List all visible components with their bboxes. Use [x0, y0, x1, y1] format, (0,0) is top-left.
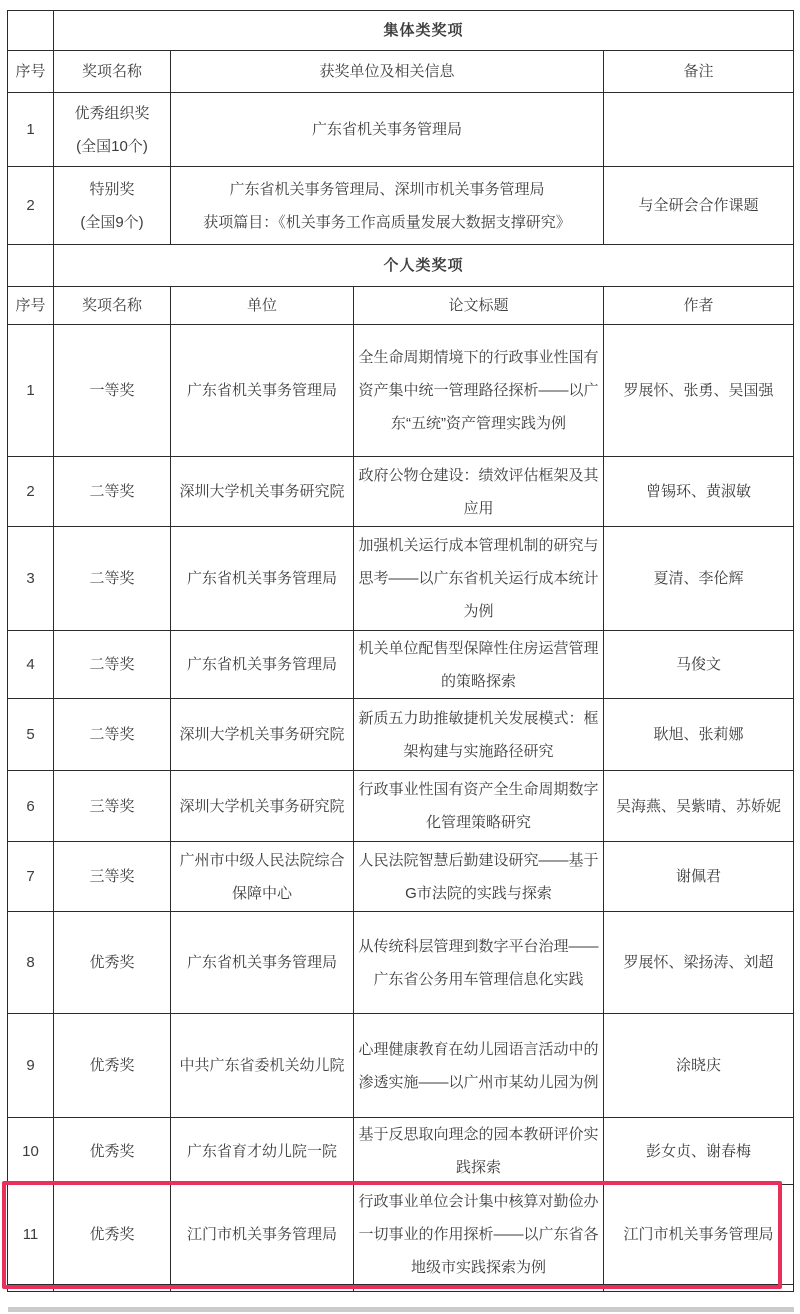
cell-award: 一等奖: [54, 325, 171, 457]
cell-no: 2: [8, 167, 54, 245]
cell-unit: 中共广东省委机关幼儿院: [171, 1014, 354, 1118]
cell-authors: 彭女贞、谢春梅: [604, 1118, 794, 1185]
table-row: [8, 167, 794, 245]
section1-title-row: [8, 11, 794, 51]
clipped-next-row: [8, 1285, 794, 1292]
cell-note: [604, 93, 794, 167]
cell-unit: 广东省育才幼儿院一院: [171, 1118, 354, 1185]
cell-award: 二等奖: [54, 527, 171, 631]
cell-unit: 深圳大学机关事务研究院: [171, 699, 354, 771]
cell-unit: 广东省机关事务管理局: [171, 325, 354, 457]
cell-no: 5: [8, 699, 54, 771]
cell-award: 优秀奖: [54, 1014, 171, 1118]
cell-note: 与全研会合作课题: [604, 167, 794, 245]
cell-paper-title: 行政事业单位会计集中核算对勤俭办一切事业的作用探析——以广东省各地级市实践探索为例: [354, 1185, 604, 1285]
cell-paper-title: 新质五力助推敏捷机关发展模式：框架构建与实施路径研究: [354, 699, 604, 771]
cell-unit: 广东省机关事务管理局: [171, 631, 354, 699]
highlighted-row: [8, 1185, 794, 1285]
cell-award: 二等奖: [54, 631, 171, 699]
cell-unit: 深圳大学机关事务研究院: [171, 457, 354, 527]
section-title-collective: 集体类奖项: [54, 11, 794, 51]
table-row: [8, 771, 794, 842]
col-header-award: 奖项名称: [54, 287, 171, 325]
table-row: [8, 631, 794, 699]
cell-no: 1: [8, 325, 54, 457]
col-header-authors: 作者: [604, 287, 794, 325]
cell-authors: 罗展怀、梁扬涛、刘超: [604, 912, 794, 1014]
cell-award: 三等奖: [54, 842, 171, 912]
cell-authors: 曾锡环、黄淑敏: [604, 457, 794, 527]
col-header-award: 奖项名称: [54, 51, 171, 93]
cell-award: 三等奖: [54, 771, 171, 842]
cell-paper-title: 全生命周期情境下的行政事业性国有资产集中统一管理路径探析——以广东“五统”资产管理实践为例: [354, 325, 604, 457]
table-row: [8, 1014, 794, 1118]
col-header-no: 序号: [8, 287, 54, 325]
empty-cell: [8, 245, 54, 287]
section2-header-row: [8, 287, 794, 325]
cell-award: 优秀奖: [54, 912, 171, 1014]
cell-unit: 江门市机关事务管理局: [171, 1185, 354, 1285]
cell-paper-title: 加强机关运行成本管理机制的研究与思考——以广东省机关运行成本统计为例: [354, 527, 604, 631]
section2-title-row: [8, 245, 794, 287]
col-header-no: 序号: [8, 51, 54, 93]
table-row: [8, 527, 794, 631]
cell-award: 二等奖: [54, 457, 171, 527]
page-bottom-edge: [8, 1307, 794, 1312]
cell-authors: 涂晓庆: [604, 1014, 794, 1118]
section1-header-row: [8, 51, 794, 93]
cell-no: 9: [8, 1014, 54, 1118]
cell-no: 4: [8, 631, 54, 699]
cell-unit: 广东省机关事务管理局: [171, 527, 354, 631]
cell-no: 11: [8, 1185, 54, 1285]
cell-paper-title: 人民法院智慧后勤建设研究——基于G市法院的实践与探索: [354, 842, 604, 912]
cell-authors: 夏清、李伦辉: [604, 527, 794, 631]
cell-no: 1: [8, 93, 54, 167]
col-header-note: 备注: [604, 51, 794, 93]
section-title-individual: 个人类奖项: [54, 245, 794, 287]
cell-winner-info: 广东省机关事务管理局、深圳市机关事务管理局 获项篇目：《机关事务工作高质量发展大数据支撑研究》: [171, 167, 604, 245]
cell-no: 10: [8, 1118, 54, 1185]
cell-award: 优秀奖: [54, 1185, 171, 1285]
cell-paper-title: 政府公物仓建设：绩效评估框架及其应用: [354, 457, 604, 527]
cell-paper-title: 基于反思取向理念的园本教研评价实践探索: [354, 1118, 604, 1185]
awards-table: [7, 10, 794, 1292]
cell-authors: 吴海燕、吴紫晴、苏娇妮: [604, 771, 794, 842]
cell-authors: 耿旭、张莉娜: [604, 699, 794, 771]
cell-authors: 罗展怀、张勇、吴国强: [604, 325, 794, 457]
cell-paper-title: 心理健康教育在幼儿园语言活动中的渗透实施——以广州市某幼儿园为例: [354, 1014, 604, 1118]
cell-paper-title: 从传统科层管理到数字平台治理——广东省公务用车管理信息化实践: [354, 912, 604, 1014]
table-row: [8, 457, 794, 527]
cell-paper-title: 机关单位配售型保障性住房运营管理的策略探索: [354, 631, 604, 699]
cell-no: 3: [8, 527, 54, 631]
cell-authors: 马俊文: [604, 631, 794, 699]
cell-no: 8: [8, 912, 54, 1014]
table-row: [8, 912, 794, 1014]
cell-no: 2: [8, 457, 54, 527]
col-header-winner-info: 获奖单位及相关信息: [171, 51, 604, 93]
cell-winner-info: 广东省机关事务管理局: [171, 93, 604, 167]
cell-unit: 深圳大学机关事务研究院: [171, 771, 354, 842]
cell-award: 优秀奖: [54, 1118, 171, 1185]
empty-cell: [8, 11, 54, 51]
cell-award: 优秀组织奖 (全国10个): [54, 93, 171, 167]
table-row: [8, 1118, 794, 1185]
cell-award: 特别奖 (全国9个): [54, 167, 171, 245]
cell-no: 6: [8, 771, 54, 842]
cell-award: 二等奖: [54, 699, 171, 771]
table-row: [8, 699, 794, 771]
col-header-paper-title: 论文标题: [354, 287, 604, 325]
cell-authors: 谢佩君: [604, 842, 794, 912]
table-row: [8, 93, 794, 167]
cell-authors: 江门市机关事务管理局: [604, 1185, 794, 1285]
table-row: [8, 325, 794, 457]
col-header-unit: 单位: [171, 287, 354, 325]
cell-no: 7: [8, 842, 54, 912]
cell-unit: 广州市中级人民法院综合保障中心: [171, 842, 354, 912]
cell-paper-title: 行政事业性国有资产全生命周期数字化管理策略研究: [354, 771, 604, 842]
table-row: [8, 842, 794, 912]
cell-unit: 广东省机关事务管理局: [171, 912, 354, 1014]
